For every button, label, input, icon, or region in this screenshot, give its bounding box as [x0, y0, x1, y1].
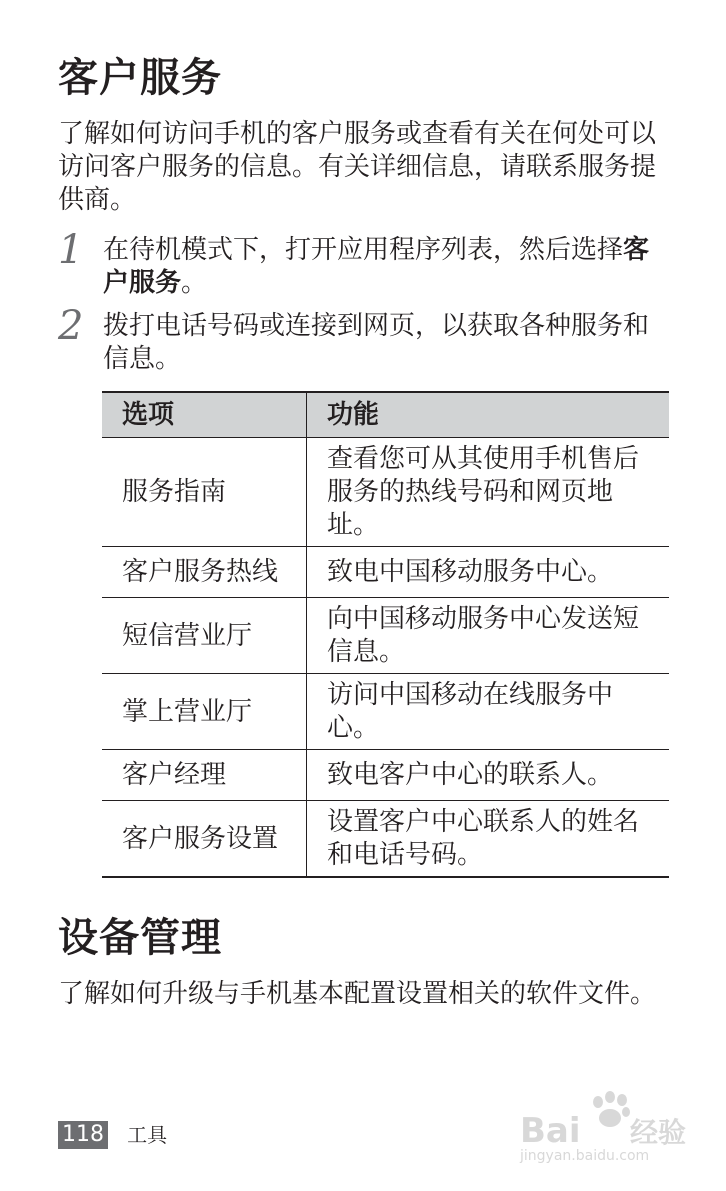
svg-text:jingyan.baidu.com: jingyan.baidu.com — [520, 1148, 650, 1164]
function-cell: 致电中国移动服务中心。 — [307, 547, 670, 598]
section-title-customer-service: 客户服务 — [58, 55, 222, 101]
option-cell: 客户服务设置 — [102, 801, 307, 878]
table-row — [102, 438, 669, 547]
svg-text:经验: 经验 — [630, 1116, 687, 1149]
column-header-option: 选项 — [102, 392, 307, 438]
option-cell: 客户经理 — [102, 750, 307, 801]
option-cell: 客户服务热线 — [102, 547, 307, 598]
table-row — [102, 598, 669, 674]
table-header-row — [102, 392, 669, 438]
function-cell: 查看您可从其使用手机售后服务的热线号码和网页地址。 — [307, 438, 670, 547]
section-intro: 了解如何访问手机的客户服务或查看有关在何处可以访问客户服务的信息。有关详细信息，请联系服务提供商。 — [58, 119, 657, 215]
function-cell: 设置客户中心联系人的姓名和电话号码。 — [307, 801, 670, 878]
column-header-function: 功能 — [307, 392, 670, 438]
baidu-watermark-logo — [518, 1088, 718, 1166]
table-row — [102, 801, 669, 878]
step-text: 在待机模式下，打开应用程序列表，然后选择客户服务。 — [103, 235, 650, 298]
options-table — [102, 391, 669, 878]
function-cell: 致电客户中心的联系人。 — [307, 750, 670, 801]
option-cell: 掌上营业厅 — [102, 674, 307, 750]
step-text: 拨打电话号码或连接到网页，以获取各种服务和信息。 — [103, 311, 650, 374]
section-intro: 了解如何升级与手机基本配置设置相关的软件文件。 — [58, 979, 657, 1009]
function-cell: 访问中国移动在线服务中心。 — [307, 674, 670, 750]
function-cell: 向中国移动服务中心发送短信息。 — [307, 598, 670, 674]
svg-text:Bai: Bai — [520, 1111, 581, 1151]
page-footer — [58, 1121, 167, 1149]
section-title-device-management: 设备管理 — [58, 915, 222, 961]
page-number: 118 — [58, 1121, 108, 1149]
table-row — [102, 674, 669, 750]
step-number: 1 — [58, 227, 84, 273]
option-cell: 短信营业厅 — [102, 598, 307, 674]
step-number: 2 — [58, 303, 84, 349]
table-row — [102, 547, 669, 598]
menu-item-customer-service: 客户服务 — [103, 235, 650, 298]
option-cell: 服务指南 — [102, 438, 307, 547]
footer-section-name: 工具 — [127, 1123, 168, 1147]
table-row — [102, 750, 669, 801]
